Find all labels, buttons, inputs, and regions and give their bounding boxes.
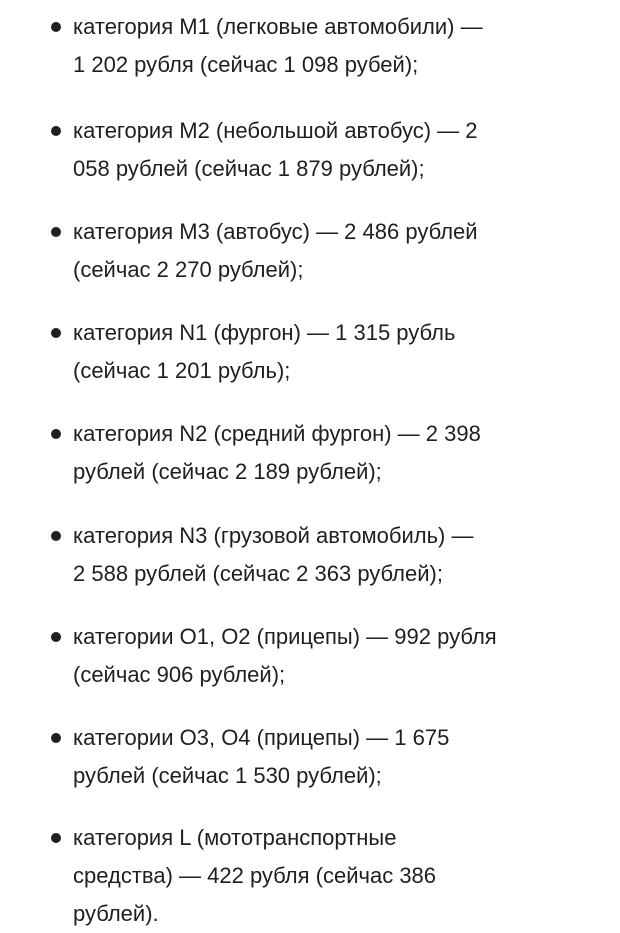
bullet-icon	[51, 22, 61, 32]
list-item-line: 2 588 рублей (сейчас 2 363 рублей);	[73, 561, 443, 586]
list-item-line: категория N3 (грузовой автомобиль) —	[73, 523, 474, 548]
list-item-line: категория N2 (средний фургон) — 2 398	[73, 421, 481, 446]
bullet-icon	[51, 126, 61, 136]
bullet-icon	[51, 429, 61, 439]
list-item-line: (сейчас 906 рублей);	[73, 662, 286, 687]
bullet-icon	[51, 632, 61, 642]
list-item-line: (сейчас 1 201 рубль);	[73, 358, 291, 383]
list-item-line: категория M2 (небольшой автобус) — 2	[73, 118, 478, 143]
list-item	[73, 719, 593, 795]
list-item-line: категория M3 (автобус) — 2 486 рублей	[73, 219, 478, 244]
bullet-icon	[51, 531, 61, 541]
list-item	[73, 314, 593, 390]
list-item	[73, 819, 593, 933]
list-item-line: 058 рублей (сейчас 1 879 рублей);	[73, 156, 425, 181]
list-item-line: категория N1 (фургон) — 1 315 рубль	[73, 320, 456, 345]
list-item	[73, 112, 593, 188]
bullet-icon	[51, 328, 61, 338]
list-item	[73, 8, 593, 84]
list-item-line: рублей (сейчас 1 530 рублей);	[73, 763, 382, 788]
list-item-line: средства) — 422 рубля (сейчас 386	[73, 863, 437, 888]
bullet-icon	[51, 833, 61, 843]
list-item	[73, 415, 593, 491]
bullet-icon	[51, 227, 61, 237]
list-item-line: 1 202 рубля (сейчас 1 098 рубей);	[73, 52, 419, 77]
list-item-line: (сейчас 2 270 рублей);	[73, 257, 304, 282]
list-item-line: категории O3, O4 (прицепы) — 1 675	[73, 725, 450, 750]
list-item-line: категория L (мототранспортные	[73, 825, 397, 850]
bullet-icon	[51, 733, 61, 743]
list-item-line: категория M1 (легковые автомобили) —	[73, 14, 483, 39]
list-item-line: рублей (сейчас 2 189 рублей);	[73, 459, 382, 484]
list-item	[73, 517, 593, 593]
list-item	[73, 618, 593, 694]
list-item	[73, 213, 593, 289]
list-item-line: категории O1, O2 (прицепы) — 992 рубля	[73, 624, 497, 649]
list-item-line: рублей).	[73, 901, 159, 926]
